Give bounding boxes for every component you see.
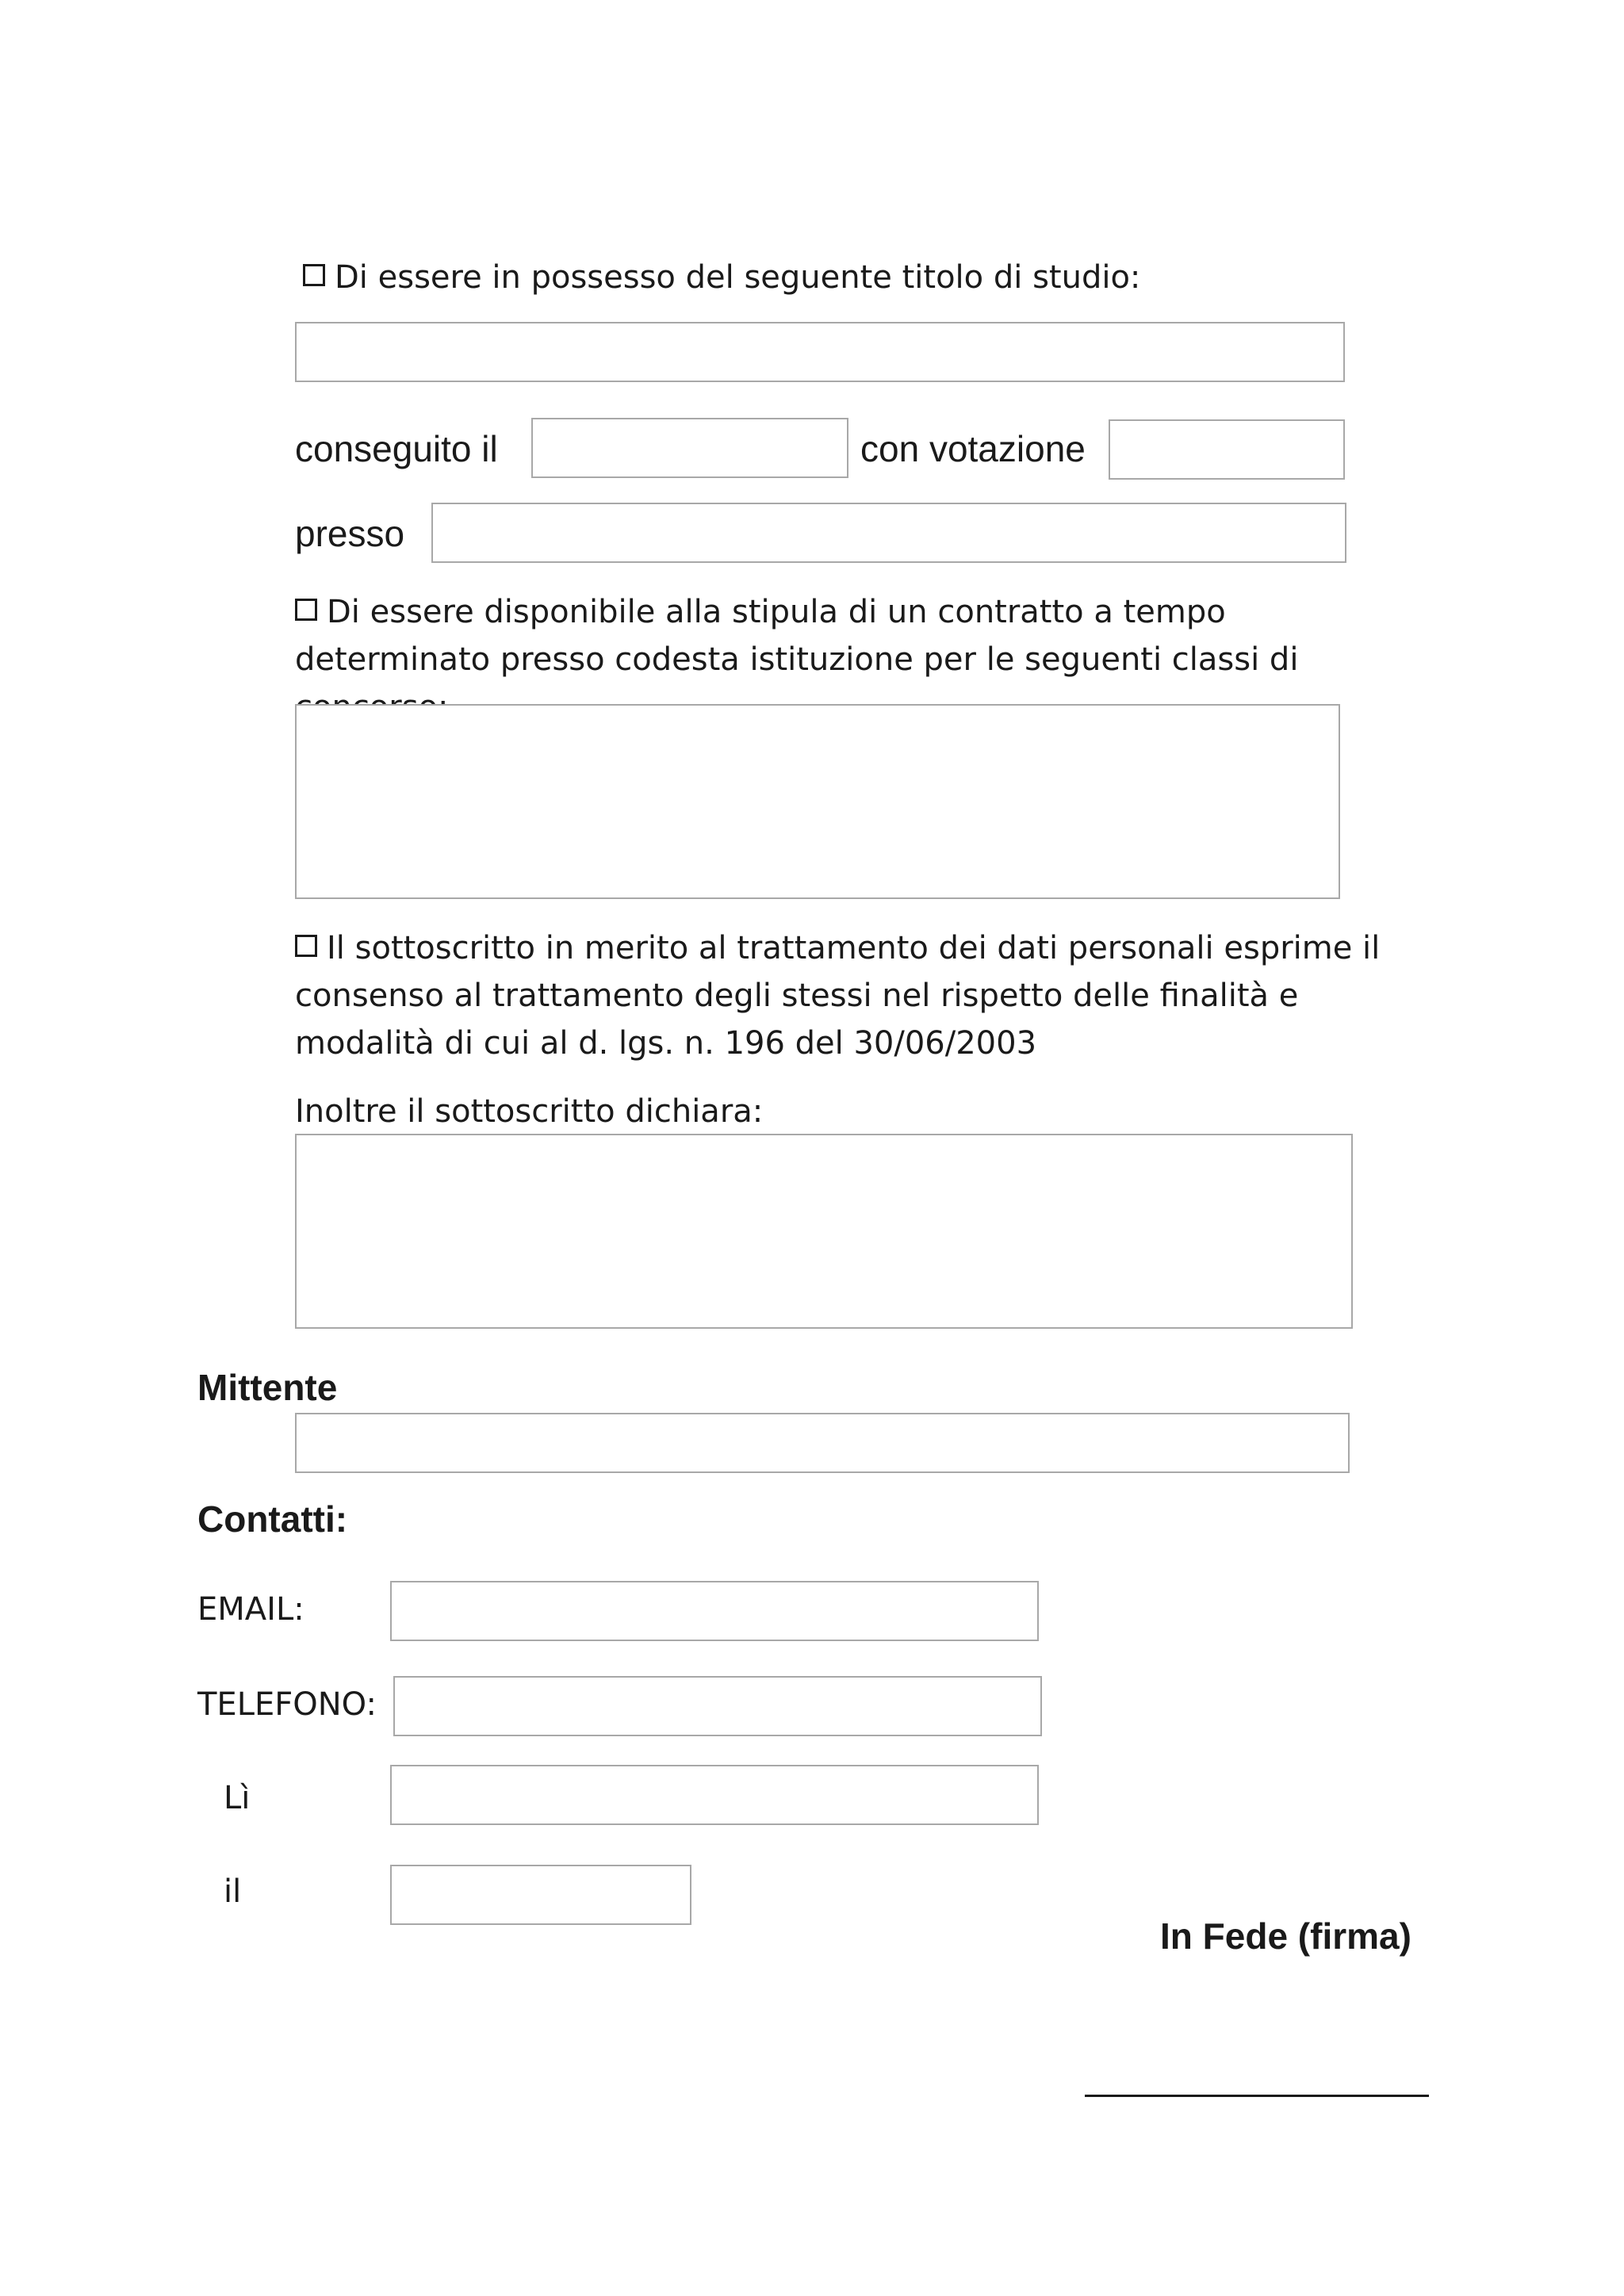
study-title-label: Di essere in possesso del seguente titolo di studio:: [335, 259, 1141, 296]
place-input[interactable]: [390, 1765, 1039, 1825]
declaration-textarea[interactable]: [295, 1134, 1353, 1329]
email-input[interactable]: [390, 1581, 1039, 1641]
phone-input[interactable]: [393, 1676, 1042, 1736]
conseguito-date-input[interactable]: [531, 418, 848, 478]
study-title-input[interactable]: [295, 322, 1345, 382]
sender-heading: Mittente: [197, 1367, 338, 1408]
presso-label: presso: [295, 513, 405, 554]
declaration-label: Inoltre il sottoscritto dichiara:: [295, 1093, 764, 1130]
privacy-label: Il sottoscritto in merito al trattamento dei dati personali esprime il consenso al trattamento degli stessi nel rispetto delle finalità e modalità di cui al d. lgs. n. 196 del 30/06/2003: [295, 930, 1381, 1062]
privacy-checkbox[interactable]: [295, 935, 317, 957]
votazione-label: con votazione: [860, 428, 1086, 469]
email-label: EMAIL:: [197, 1591, 304, 1628]
date-label: il: [224, 1873, 242, 1910]
conseguito-label: conseguito il: [295, 428, 498, 469]
contract-classes-textarea[interactable]: [295, 704, 1340, 899]
study-title-checkbox[interactable]: [303, 264, 325, 286]
privacy-option: [295, 924, 1437, 1067]
phone-label: TELEFONO:: [197, 1686, 377, 1723]
presso-input[interactable]: [431, 503, 1346, 563]
place-label: Lì: [224, 1780, 251, 1816]
signature-label: In Fede (firma): [1160, 1915, 1411, 1957]
contract-checkbox[interactable]: [295, 599, 317, 621]
votazione-input[interactable]: [1109, 419, 1345, 480]
study-title-option: [303, 254, 1140, 301]
date-input[interactable]: [390, 1865, 691, 1925]
signature-line: [1085, 2095, 1429, 2097]
contacts-heading: Contatti:: [197, 1498, 348, 1540]
contract-label: Di essere disponibile alla stipula di un contratto a tempo determinato presso codesta istituzione per le seguenti classi di: [295, 594, 1299, 678]
sender-input[interactable]: [295, 1413, 1350, 1473]
